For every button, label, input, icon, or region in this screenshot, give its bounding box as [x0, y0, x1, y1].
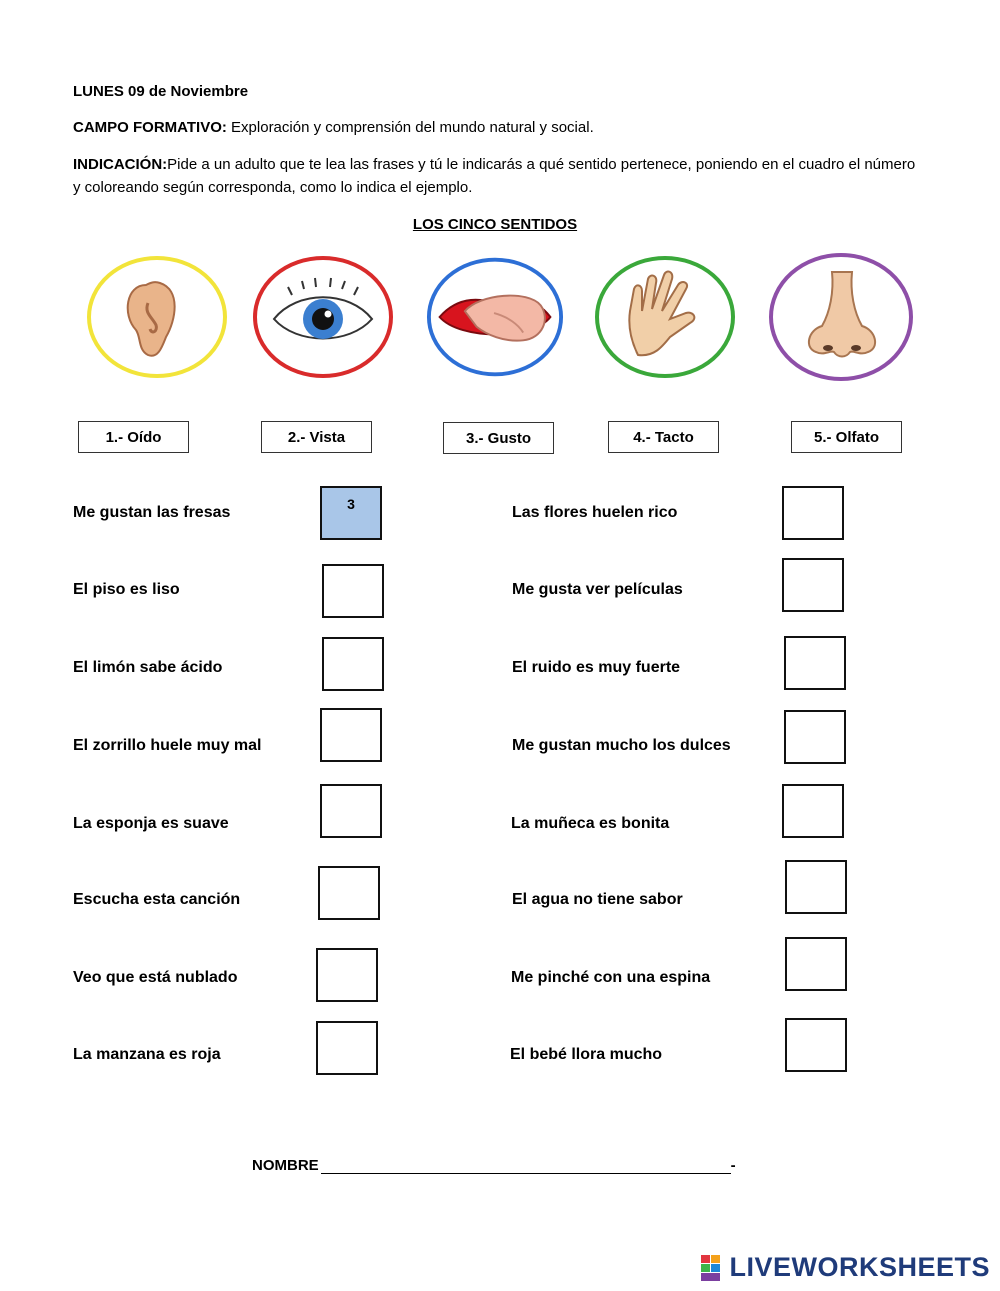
answer-box-left-3[interactable] [322, 637, 384, 691]
phrase-left-1: Me gustan las fresas [73, 504, 231, 521]
phrase-right-7: Me pinché con una espina [511, 969, 711, 986]
answer-box-left-8[interactable] [316, 1021, 378, 1075]
eye-icon [252, 255, 394, 379]
name-input-line[interactable] [321, 1157, 731, 1174]
answer-box-left-1[interactable]: 3 [320, 486, 382, 540]
sense-label-olfato: 5.- Olfato [791, 421, 902, 453]
phrase-right-5: La muñeca es bonita [511, 815, 670, 832]
phrase-right-8: El bebé llora mucho [510, 1046, 663, 1063]
answer-box-right-8[interactable] [785, 1018, 847, 1072]
name-field-row [252, 1157, 736, 1174]
liveworksheets-brand[interactable] [701, 1252, 990, 1283]
answer-box-right-3[interactable] [784, 636, 846, 690]
name-trail: - [730, 1157, 736, 1174]
phrase-left-3: El limón sabe ácido [73, 659, 223, 676]
tongue-icon [426, 255, 564, 379]
answer-box-left-6[interactable] [318, 866, 380, 920]
name-label: NOMBRE [252, 1157, 319, 1174]
phrase-left-8: La manzana es roja [73, 1046, 221, 1063]
phrase-right-4: Me gustan mucho los dulces [512, 737, 731, 754]
phrase-left-6: Escucha esta canción [73, 891, 241, 908]
answer-box-right-2[interactable] [782, 558, 844, 612]
campo-formativo [73, 116, 923, 139]
sense-label-vista: 2.- Vista [261, 421, 372, 453]
answer-box-right-1[interactable] [782, 486, 844, 540]
indicacion-text: Pide a un adulto que te lea las frases y tú le indicarás a qué sentido pertenece, poniendo en el cuadro el número y coloreando según corresponda, como lo indica el ejemplo. [73, 156, 916, 196]
campo-label: CAMPO FORMATIVO: [73, 119, 227, 136]
phrase-left-2: El piso es liso [73, 581, 180, 598]
campo-text: Exploración y comprensión del mundo natural y social. [226, 119, 594, 136]
date-heading: LUNES 09 de Noviembre [73, 83, 249, 100]
answer-box-right-4[interactable] [784, 710, 846, 764]
answer-box-right-6[interactable] [785, 860, 847, 914]
phrase-right-1: Las flores huelen rico [512, 504, 678, 521]
sense-label-gusto: 3.- Gusto [443, 422, 554, 454]
answer-box-right-5[interactable] [782, 784, 844, 838]
brand-text: LIVEWORKSHEETS [729, 1252, 990, 1282]
indicacion [73, 153, 923, 199]
phrase-left-5: La esponja es suave [73, 815, 229, 832]
sense-label-tacto: 4.- Tacto [608, 421, 719, 453]
answer-box-right-7[interactable] [785, 937, 847, 991]
phrase-left-4: El zorrillo huele muy mal [73, 737, 262, 754]
answer-box-left-4[interactable] [320, 708, 382, 762]
indicacion-label: INDICACIÓN: [73, 156, 168, 173]
section-title: LOS CINCO SENTIDOS [412, 216, 578, 233]
ear-icon [86, 255, 228, 379]
phrase-left-7: Veo que está nublado [73, 969, 238, 986]
answer-box-left-2[interactable] [322, 564, 384, 618]
phrase-right-6: El agua no tiene sabor [512, 891, 683, 908]
liveworksheets-logo-icon [701, 1255, 723, 1281]
sense-label-oido: 1.- Oído [78, 421, 189, 453]
phrase-right-3: El ruido es muy fuerte [512, 659, 681, 676]
answer-box-left-7[interactable] [316, 948, 378, 1002]
answer-box-left-5[interactable] [320, 784, 382, 838]
phrase-right-2: Me gusta ver películas [512, 581, 683, 598]
hand-icon [594, 255, 736, 379]
nose-icon [768, 252, 914, 382]
